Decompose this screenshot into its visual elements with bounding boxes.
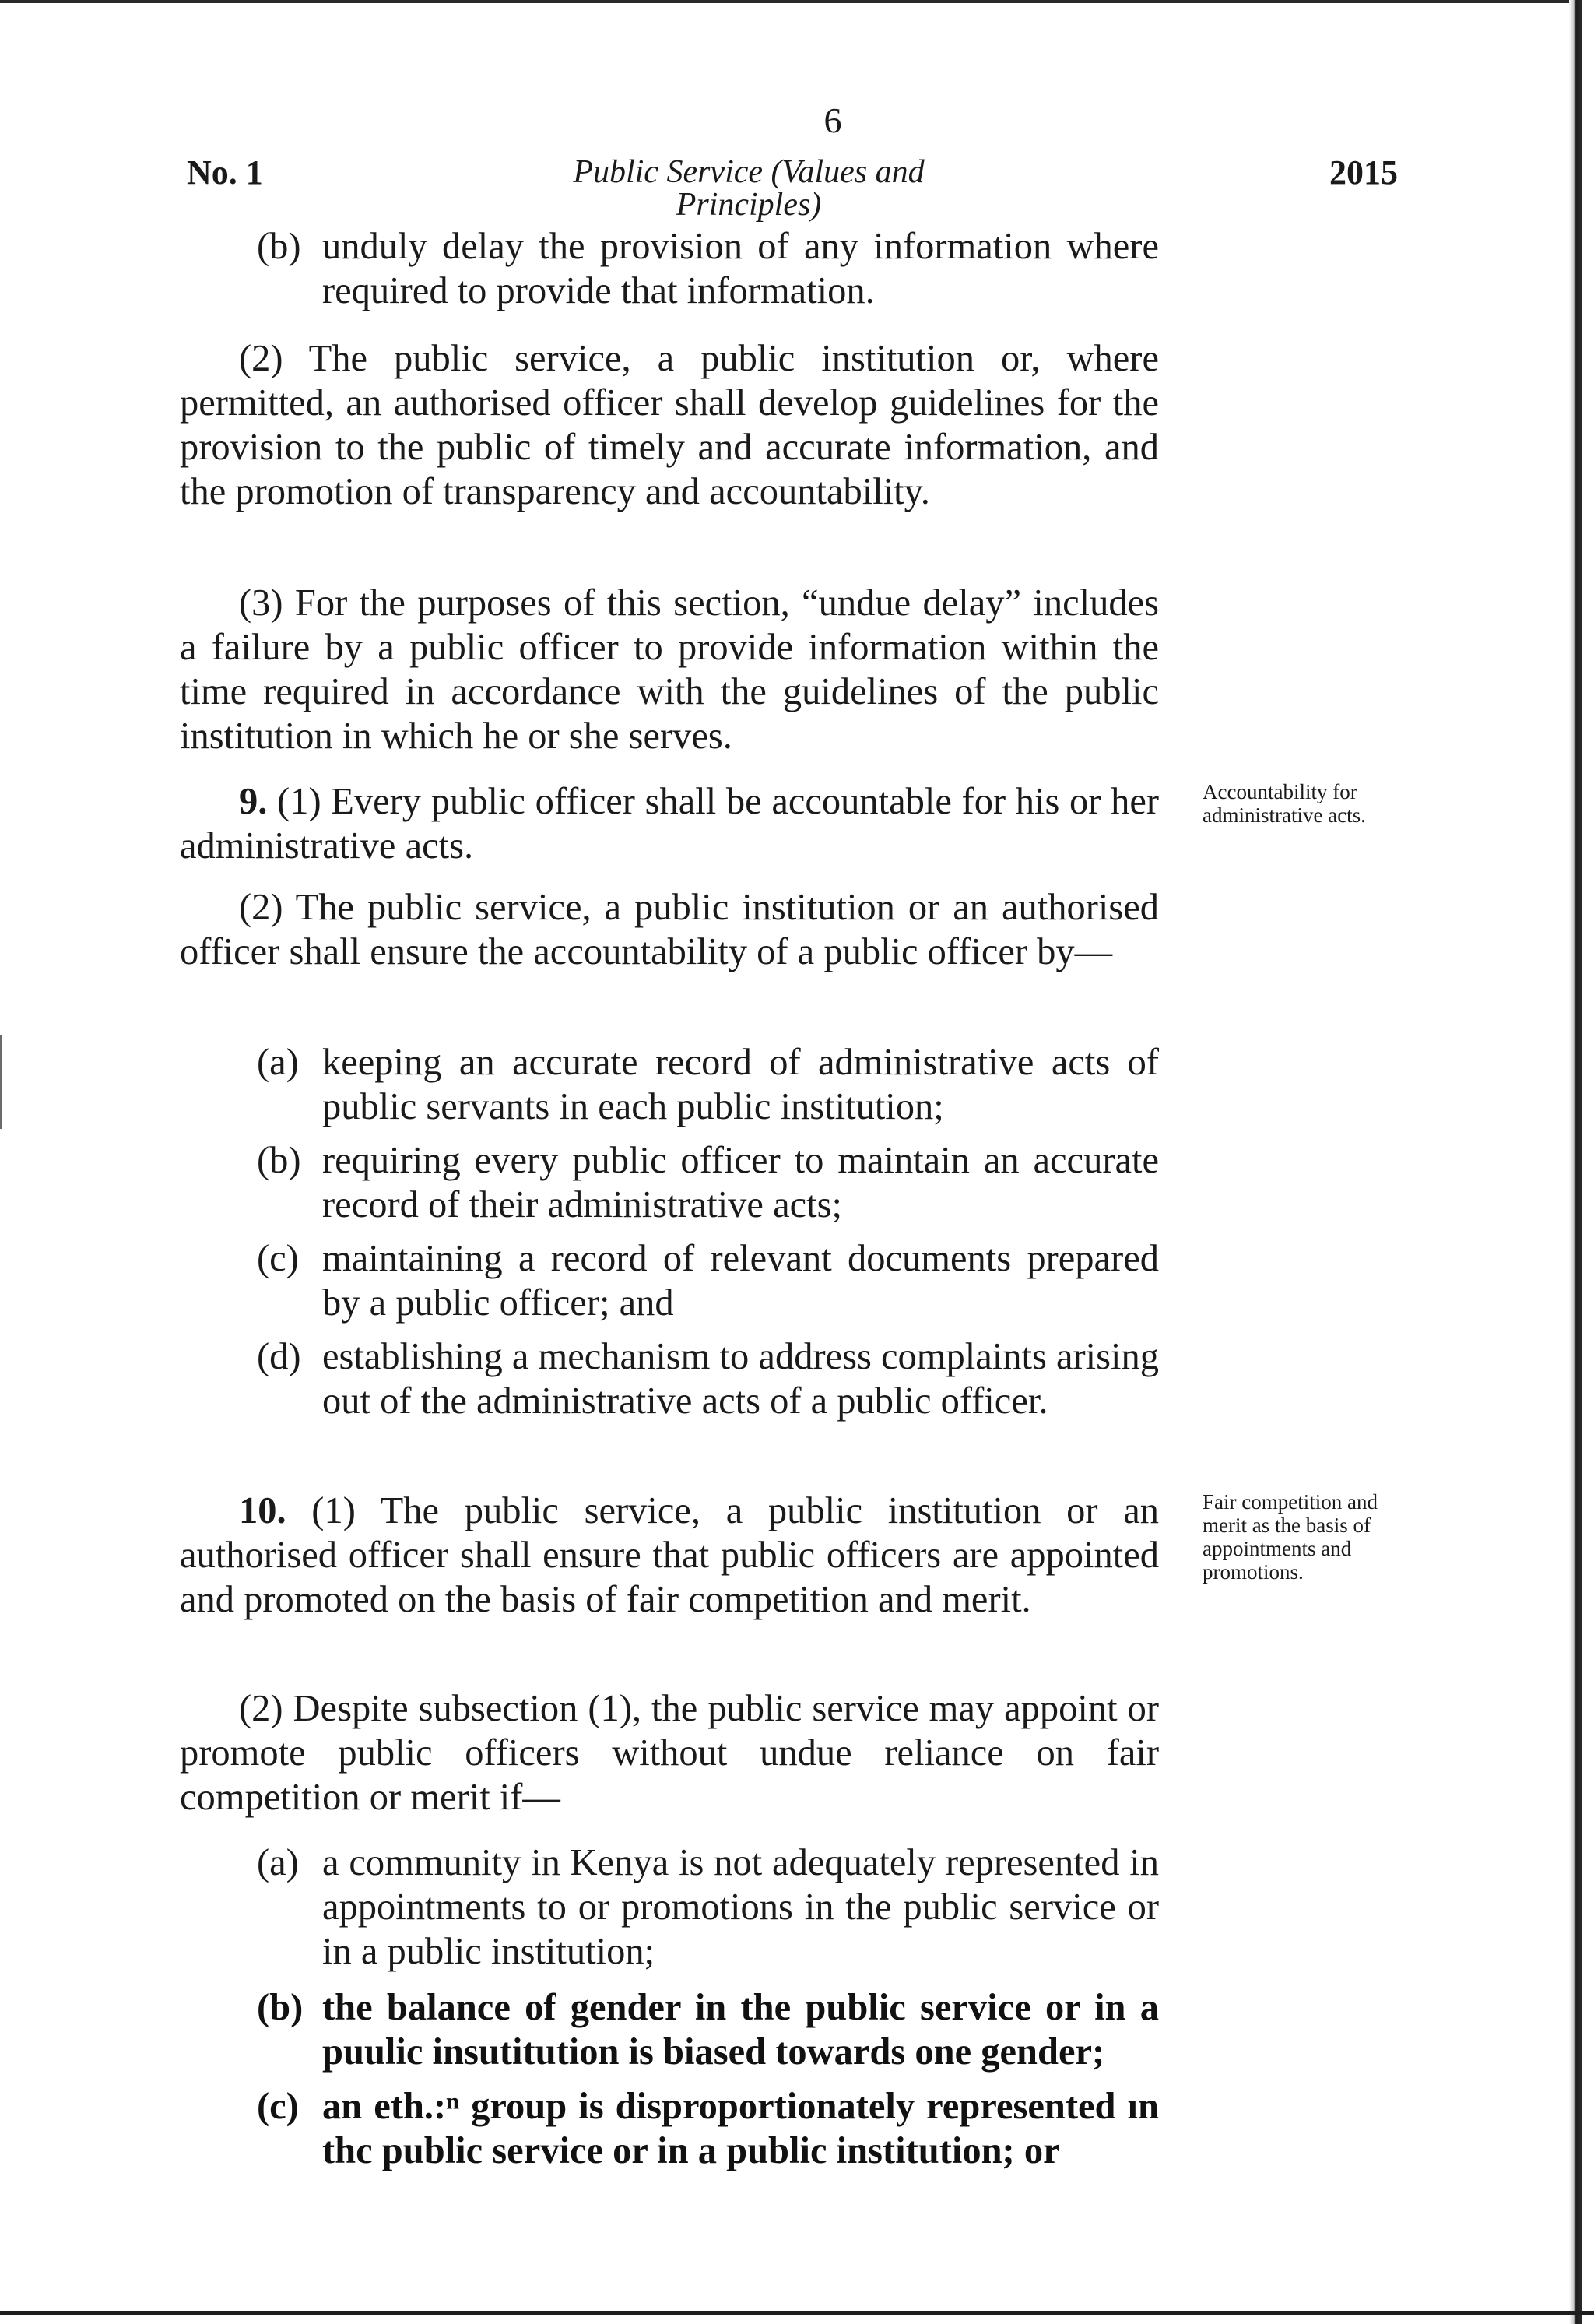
scan-bottom-border xyxy=(0,2311,1594,2315)
list-item-10a xyxy=(257,1841,1159,1974)
list-item-label: (b) xyxy=(257,1987,304,2028)
year-header: 2015 xyxy=(1329,153,1398,192)
list-item-9a xyxy=(257,1040,1159,1129)
page-number: 6 xyxy=(823,100,842,140)
list-item-10c xyxy=(257,2084,1159,2173)
list-item-text: an eth.:ⁿ group is disproportionately represented ın thc public service or in a public institution; or xyxy=(322,2086,1159,2171)
section-number-10: 10. xyxy=(239,1490,286,1531)
list-item-text: maintaining a record of relevant documents prepared by a public officer; and xyxy=(322,1238,1159,1324)
list-item-9d xyxy=(257,1334,1159,1423)
section-10-subsection-2: (2) Despite subsection (1), the public service may appoint or promote public officers without undue reliance on fair competition or merit if— xyxy=(180,1688,1159,1818)
section-9-text: (1) Every public officer shall be accountable for his or her administrative acts. xyxy=(180,781,1160,867)
scan-right-page-edge xyxy=(1569,0,1582,2324)
list-item-text: keeping an accurate record of administrative acts of public servants in each public institution; xyxy=(322,1042,1159,1127)
list-item-label: (d) xyxy=(257,1336,301,1377)
list-item-label: (b) xyxy=(257,1140,301,1181)
subsection-8-3: (3) For the purposes of this section, “undue delay” includes a failure by a public officer to provide information within the time required in accordance with the guidelines of the public institution in which he or she serves. xyxy=(180,582,1159,757)
list-item-label: (c) xyxy=(257,1238,299,1279)
section-10-text: (1) The public service, a public institution or an authorised officer shall ensure that public officers are appointed and promoted on the basis of fair competition and merit. xyxy=(180,1490,1160,1620)
section-9-subsection-1 xyxy=(180,779,1159,868)
scan-right-margin xyxy=(1582,0,1594,2324)
margin-note-section-9: Accountability for administrative acts. xyxy=(1203,780,1366,827)
list-item-text: a community in Kenya is not adequately represented in appointments to or promotions in the public service or in a public institution; xyxy=(322,1842,1159,1972)
section-9-subsection-2: (2) The public service, a public institution or an authorised officer shall ensure the accountability of a public officer by— xyxy=(180,887,1159,972)
list-item-label: (a) xyxy=(257,1842,299,1883)
margin-note-section-10: Fair competition and merit as the basis of appointments and promotions. xyxy=(1203,1490,1378,1584)
list-item-text: establishing a mechanism to address complaints arising out of the administrative acts of a public officer. xyxy=(322,1336,1159,1422)
list-item-label: (c) xyxy=(257,2086,299,2127)
subsection-8-2: (2) The public service, a public institution or, where permitted, an authorised officer shall develop guidelines for the provision to the public of timely and accurate information, and the promotion of transparency and accountability. xyxy=(180,338,1159,512)
list-item-text: requiring every public officer to maintain an accurate record of their administrative acts; xyxy=(322,1140,1159,1225)
scan-top-border xyxy=(0,0,1594,3)
list-item-label: (a) xyxy=(257,1042,299,1083)
section-10-subsection-1 xyxy=(180,1489,1159,1622)
list-item-label: (b) xyxy=(257,226,301,267)
list-item-text: unduly delay the provision of any information where required to provide that information. xyxy=(322,226,1159,311)
list-item-8b xyxy=(257,224,1159,313)
gazette-number: No. 1 xyxy=(187,153,263,192)
list-item-9b xyxy=(257,1138,1159,1227)
list-item-10b xyxy=(257,1985,1159,2074)
list-item-text: the balance of gender in the public service or in a puulic insutitution is biased towards one gender; xyxy=(322,1987,1159,2073)
list-item-9c xyxy=(257,1236,1159,1325)
scan-left-edge-mark xyxy=(0,1035,2,1129)
section-number-9: 9. xyxy=(239,781,268,822)
act-title-header: Public Service (Values and Principles) xyxy=(573,154,925,223)
